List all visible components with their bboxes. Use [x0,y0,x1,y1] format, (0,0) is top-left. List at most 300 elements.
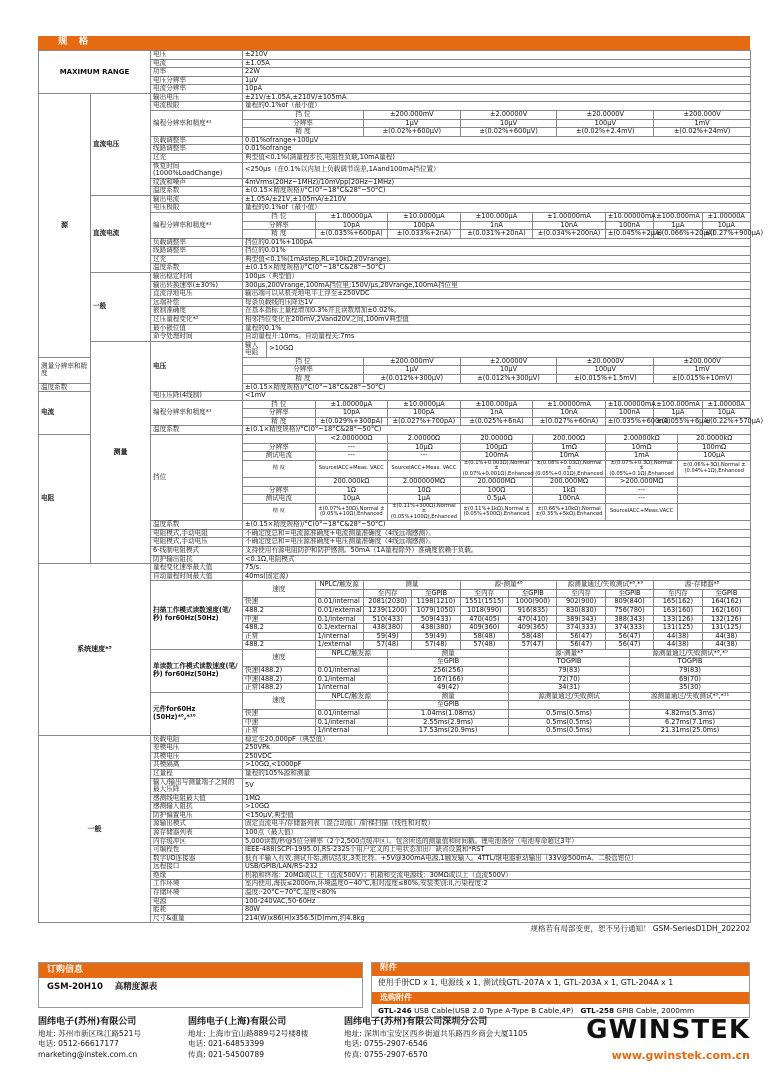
spec-row [39,341,751,357]
scan-speed-group: 扫描工作模式读数速度(笔/秒) for60Hz(50Hz) [151,581,243,650]
spec-value: 132(126) [702,615,750,624]
spec-value: 0.01/internal [315,598,363,607]
website-link[interactable]: www.gwinstek.com.cn [611,1049,750,1062]
spec-value: 稳定至20,000pF（典型值） [243,735,751,744]
spec-label: 功率 [151,68,243,77]
company-phone: 电话: 0512-66617177 [38,1039,119,1049]
spec-value: 162(160) [702,606,750,615]
spec-value: 10μA [315,495,388,504]
spec-value [678,486,751,495]
single-speed-group: 单读数工作模式读数速度(笔/秒) for60Hz(50Hz) [151,649,243,692]
order-info-body [39,978,362,998]
spec-value: NPLC/触发源 [315,692,388,701]
spec-value: 300μs,200Vrange,100mA挡位里;150V/μs,20Vrange,100mA挡位里 [243,281,751,290]
spec-value: 源测量通过/失败测试*⁹,*¹¹ [630,692,751,701]
spec-value: 902(900) [557,598,605,607]
spec-value: 快速(488.2) [243,667,316,676]
optional-accessories-title: 选购附件 [372,992,749,1004]
spec-value: 中速 [243,718,316,727]
spec-value: 分辨率 [243,409,316,418]
spec-value: 100μV [557,119,654,128]
spec-value: 44(38) [702,641,750,650]
spec-value: 56(47) [605,632,653,641]
spec-value: 0.1/external [315,624,363,633]
spec-label: 线路调整率 [151,145,243,154]
spec-label: 恢复时间(1000%LoadChange) [151,162,243,178]
spec-value: 57(48) [460,641,508,650]
spec-value: 分辨率 [243,366,364,375]
spec-value: ±(0.1%+0.003Ω),Normal ±(0.07%+0.001Ω),Enhanced [460,460,533,477]
spec-value: 1μV [363,119,460,128]
company-address: 地址: 深圳市宝安区西乡街道共乐路西乡商会大厦1105 [344,1028,528,1038]
spec-value: ±1.00000μA [315,400,388,409]
spec-label: 电阻模式,手动电压 [151,538,243,547]
spec-value: ±(0.035%+600nA) [605,417,653,426]
spec-value: 250VPk [243,744,751,753]
spec-value: 支持使用有源电阻防护和防护感测。50mA（1A量程除外）准确度依赖于负载。 [243,546,751,555]
spec-value: 10pA [315,409,388,418]
spec-value: 1Ω [315,486,388,495]
spec-value: 1.04ms(1.08ms) [388,709,509,718]
spec-value: 输出端可以从机壳地电平上浮至±250VDC [243,290,751,299]
spec-value: --- [605,486,678,495]
company-name: 固纬电子(苏州)有限公司 [38,1017,137,1027]
spec-value: TOGPIB [509,658,630,667]
spec-value: 2.00000Ω [388,435,461,444]
spec-value: 100nA [533,495,606,504]
spec-value: 10pA [315,221,388,230]
spec-value: ±210V [243,51,751,60]
spec-value: ±200.000mV [363,111,460,120]
spec-value: ±(0.02%+600μV) [363,128,460,137]
spec-value: 44(38) [654,632,702,641]
spec-value: 源-测量*⁸ [509,649,630,658]
spec-value: 典型值<0.1%(满量程步长,电阻性负载,10mA量程) [243,153,751,162]
spec-value: 1mΩ [533,443,606,452]
spec-value: ±(0.015%+1.5mV) [557,374,654,383]
spec-value: <150μV,典型值 [243,811,751,820]
spec-value: 100nA [605,221,653,230]
spec-value: 分辨率 [243,443,316,452]
spec-value: 测试电流 [243,452,316,461]
spec-value: ±(0.02%+600μV) [460,128,557,137]
spec-value: ±20.0000V [557,111,654,120]
meas-v-label: 测量分辨率和精度 [39,357,91,383]
spec-value: 0.01/internal [315,667,388,676]
accessories-text: 使用手册CD x 1, 电源线 x 1, 测试线GTL-207A x 1, GTL-203A x 1, GTL-204A x 1 [378,978,674,987]
spec-label: 共模隔离 [151,761,243,770]
spec-value: 6.27ms(7.1ms) [630,718,751,727]
spec-value: ±(0.012%+300μV) [460,374,557,383]
spec-label: 最小嵌位值 [151,324,243,333]
spec-value: 1018(990) [460,606,508,615]
spec-value: 固定直流电平/存储器列表（混合动版）/阶梯扫描（线性和对数） [243,820,751,829]
spec-value: 至GPIB [388,701,509,710]
spec-row [39,273,751,282]
spec-value: 40ms(固定源) [243,572,751,581]
spec-label: 负载调整率 [151,238,243,247]
company-fax: 传真: 0755-2907-6570 [344,1049,428,1059]
spec-value: 56(47) [557,641,605,650]
spec-value: 509(433) [412,615,460,624]
spec-value: 源测量通过/失败测试*⁸,*⁹ [557,581,654,590]
spec-value: 量程的0.1% [243,324,751,333]
spec-value: 精 度 [243,417,316,426]
spec-value: 10mA [533,452,606,461]
spec-value: 488.2 [243,624,316,633]
spec-value: ±(0.055%+6μA) [654,417,702,426]
spec-value: ±(0.027%+700pA) [388,417,461,426]
spec-value: 75/s. [243,564,751,573]
spec-value: 正常(488.2) [243,684,316,693]
spec-value: 在基本指标上量程增加0.3%并且读数增加±0.02%。 [243,307,751,316]
spec-label: 电流极限 [151,102,243,111]
spec-value: 1μV [363,366,460,375]
spec-value: 100pA [388,409,461,418]
spec-value: ±1.05A [243,59,751,68]
spec-value: ±(0.15×精度规格)/°C(0°~18°C&28°~50°C) [243,264,751,273]
spec-value [678,478,751,487]
spec-value: ±21V/±1.05A,±210V/±105mA [243,93,751,102]
spec-value: 挡 位 [243,111,364,120]
spec-value: ±2.00000V [460,111,557,120]
spec-value: 10pA [243,85,751,94]
spec-value [678,503,751,520]
spec-value: SourceIACC+Meas. VACC [388,460,461,477]
spec-value: 100点（最大值） [243,829,751,838]
spec-label: 线路调整率 [151,247,243,256]
spec-row [39,51,751,60]
spec-label: 温度系数 [39,383,91,392]
spec-value: 100mA [460,452,533,461]
meas-resistance-group: 电阻 [39,435,91,564]
spec-section-header: 规 格 [38,36,750,50]
spec-value: 0.01%ofrange [243,145,751,154]
spec-value: 1mA [605,452,678,461]
spec-value: 5,000读数/秒@5位分辨率（2个2,500点缓冲区）。包含所选的测量值和时间戳。锂电池备份（电池寿命超过3年） [243,837,751,846]
spec-value: 至GPIB [605,589,653,598]
spec-value: 49(42) [388,684,509,693]
spec-value: 58(48) [460,632,508,641]
opt-acc-2-code: GTL-258 [580,1006,615,1015]
spec-value: >10GΩ [243,803,751,812]
opt-acc-1-desc: USB Cable(USB 2.0 Type A-Type B Cable,4P) [414,1006,574,1015]
spec-value: 1551(1515) [460,598,508,607]
spec-label: 可编程性 [151,846,243,855]
spec-value: 10μA [702,221,750,230]
spec-label: 过压量程变化*² [151,315,243,324]
spec-value: 389(343) [557,615,605,624]
component-speed-group: 元件for60Hz (50Hz)*⁸,*¹⁰ [151,692,243,735]
spec-value: <2.000000Ω [315,435,388,444]
spec-value: 164(162) [702,598,750,607]
source-general-group: 一般 [91,273,151,342]
spec-value: 1μA [654,221,702,230]
spec-label: 电阻模式,手动电阻 [151,529,243,538]
spec-value: ±100.000μA [460,400,533,409]
spec-value: 至GPIB [388,658,509,667]
company-name: 固纬电子(苏州)有限公司深圳分公司 [344,1017,488,1027]
spec-value [243,478,316,487]
gwinstek-logo: GWINSTEK [586,1015,750,1045]
spec-label: 直流浮地电压 [151,290,243,299]
spec-value: 1/external [315,641,363,650]
spec-value: ±200.000mV [363,357,460,366]
spec-label: 远端补偿 [151,298,243,307]
spec-label: 能耗 [151,906,243,915]
spec-value: 100μΩ [460,443,533,452]
spec-value: 10μV [460,119,557,128]
spec-label: 防护偏置电压 [151,811,243,820]
spec-value: ±(0.031%+20nA) [460,230,533,239]
spec-value: 100μA [678,452,751,461]
spec-value: SourceIACC+Meas. VACC [315,460,388,477]
dcv-group: 直流电压 [91,93,151,195]
footer-shenzhen [344,1016,528,1060]
spec-value: 精 度 [243,230,316,239]
spec-value: 100μs（典型值） [243,273,751,282]
order-model: GSM-20H10 [47,982,103,992]
footer-shanghai [188,1016,308,1060]
spec-value: 1mV [654,119,751,128]
spec-value: 2081(2030) [363,598,411,607]
spec-label: 嵌制准确度 [151,307,243,316]
spec-value: 1000(900) [509,598,557,607]
spec-value: 79(83) [509,667,630,676]
order-info-box [38,962,363,1008]
spec-row [39,195,751,204]
spec-label: 感测输入阻抗 [151,803,243,812]
spec-value: 1kΩ [533,486,606,495]
spec-value: 100-240VAC,50-60Hz [243,897,751,906]
spec-value: 1239(1200) [363,606,411,615]
spec-label: 6-线制电阻模式 [151,546,243,555]
spec-value: 至内存 [557,589,605,598]
spec-value: 快速 [243,598,316,607]
spec-value: 2.000000MΩ [388,478,461,487]
spec-value: ±(0.034%+200nA) [533,230,606,239]
spec-value: 488.2 [243,606,316,615]
spec-value: >10GΩ,<1000pF [243,761,751,770]
spec-value: 756(780) [605,606,653,615]
spec-value: 1/internal [315,727,388,736]
spec-value: 256(256) [388,667,509,676]
spec-label: 电压分辨率 [151,76,243,85]
spec-value: 20.0000MΩ [460,478,533,487]
spec-value: 200.000Ω [533,435,606,444]
spec-value: 59(49) [363,632,411,641]
spec-value: ±10.00000mA [605,212,653,221]
company-fax: 传真: 021-54500789 [188,1049,265,1059]
spec-value: 57(48) [412,641,460,650]
spec-value: ±(0.045%+2μA) [605,230,653,239]
spec-value: TOGPIB [630,658,751,667]
spec-value: SourceIACC+Meas.VACC [605,503,678,520]
spec-value: 21.31ms(25.0ms) [630,727,751,736]
spec-value: 17.53ms(20.9ms) [388,727,509,736]
spec-value: 1/internal [315,632,363,641]
spec-value: 80W [243,906,751,915]
company-phone: 电话: 0755-2907-6546 [344,1039,428,1049]
spec-label: 电压极限 [151,204,243,213]
spec-value: 中速(488.2) [243,675,316,684]
dcv-res-label: 编程分辨率和精度*¹ [151,111,243,137]
spec-label: 源存储器列表 [151,829,243,838]
spec-label: 过充 [151,153,243,162]
spec-value: NPLC/触发源 [315,649,388,658]
spec-value: 510(433) [363,615,411,624]
spec-value: ±(0.07%+30Ω),Normal ±(0.05%+10Ω),Enhanced [315,503,388,520]
spec-label: 输出电压 [151,93,243,102]
spec-value: 至内存 [654,589,702,598]
spec-value: 测量 [363,581,460,590]
spec-value: 100pA [388,221,461,230]
spec-value: ±(0.066%+20μA) [654,230,702,239]
spec-value: 10mΩ [605,443,678,452]
spec-label: 内存缓冲区 [151,837,243,846]
spec-value: ±(0.07%+0.3Ω),Normal ±(0.05%+0.1Ω),Enhanced [605,460,678,477]
spec-value: 2.00000kΩ [605,435,678,444]
spec-value: 56(47) [605,641,653,650]
spec-value: ±100.000mA [654,400,702,409]
spec-table-container [38,50,764,923]
spec-value: 速度 [243,649,316,666]
spec-value: ±10.0000μA [388,212,461,221]
spec-value: 374(333) [605,624,653,633]
order-desc: 高精度源表 [114,982,158,992]
spec-value: 79(83) [630,667,751,676]
spec-value: ±10.0000μA [388,400,461,409]
spec-value: 自动量程开:10ms。自动量程关:7ms [243,333,751,342]
spec-value: 量程的0.1%of（最小值） [243,204,751,213]
spec-value: 250VDC [243,752,751,761]
spec-value: 至内存 [363,589,411,598]
spec-value: 100mΩ [678,443,751,452]
spec-value: 精 度 [243,503,316,520]
spec-value: ±(0.66%+10kΩ),Normal ±(0.35%+5kΩ),Enhanced [533,503,606,520]
spec-label: 输出电流 [151,195,243,204]
spec-value: 200.000MΩ [533,478,606,487]
spec-value: ±2.00000V [460,357,557,366]
dci-res-label: 编程分辨率和精度*¹ [151,212,243,238]
footer [38,1016,750,1072]
spec-value: ±(0.15×精度规格)/°C(0°~18°C&28°~50°C) [243,187,751,196]
company-email[interactable]: marketing@instek.com.cn [38,1049,138,1059]
spec-value: 低有平输入有效,测试开始,测试结束,3类比特。+5V@300mA电源,1触发输入。4TTL/继电器驱动输出（33V@500mA、二极管钳位） [243,854,751,863]
spec-value: 69(70) [630,675,751,684]
spec-value: 0.5ms(0.5ms) [509,727,630,736]
spec-label: 输入电阻 [243,341,267,357]
spec-value: 10Ω [388,486,461,495]
spec-value: 438(380) [412,624,460,633]
spec-value: 100Ω [460,486,533,495]
spec-value: 0.1/internal [315,718,388,727]
spec-value: 470(405) [460,615,508,624]
spec-value: 0.1/internal [315,615,363,624]
spec-value: ±100.000mA [654,212,702,221]
spec-value: 374(333) [557,624,605,633]
spec-value: 分辨率 [243,486,316,495]
spec-label: 温度系数 [151,426,243,435]
spec-value: 1nA [460,409,533,418]
spec-label: 远程接口 [151,863,243,872]
spec-value: >10GΩ [267,341,751,357]
spec-value: 中速 [243,615,316,624]
spec-value: 34(31) [509,684,630,693]
accessories-box [371,962,750,1018]
spec-value: 挡位的0.01% [243,247,751,256]
spec-value: ±200.000V [654,357,751,366]
spec-value: 470(410) [509,615,557,624]
spec-value: 10nA [533,409,606,418]
spec-value: 速度 [243,692,316,709]
spec-value: 0.01/internal [315,709,388,718]
spec-value: ±1.00000μA [315,212,388,221]
spec-label: 过量程 [151,769,243,778]
spec-value: 1mV [654,366,751,375]
spec-label: 负载电阻 [151,735,243,744]
spec-value: 1079(1050) [412,606,460,615]
spec-value: 精 度 [243,374,364,383]
spec-value: ±(0.15×精度规格)/°C(0°~18°C&28°~50°C) [243,521,751,530]
spec-value: 488.2 [243,641,316,650]
spec-value: 源-存储器*⁸ [654,581,751,590]
spec-value: ±1.05A/±21V,±105mA/±210V [243,195,751,204]
spec-value: ±10.00000mA [605,400,653,409]
spec-value: 57(48) [363,641,411,650]
spec-label: 温度系数 [151,187,243,196]
spec-value: 挡 位 [243,400,316,409]
spec-value: ±(0.029%+300pA) [315,417,388,426]
spec-value: 56(47) [557,632,605,641]
spec-value: 分辨率 [243,119,364,128]
spec-label: 源输出模式 [151,820,243,829]
dci-group: 直流电流 [91,195,151,272]
spec-value: ±20.0000V [557,357,654,366]
spec-value: IEEE-488(SCPI-1995.0),RS-232S个用户定义的上电状态加出厂缺省设置和*RST [243,846,751,855]
spec-value: 量程的0.1%of（最小值） [243,102,751,111]
spec-value: 温度:-20°C~70°C,湿度<80% [243,889,751,898]
spec-value: 0.5μA [460,495,533,504]
spec-value: 200.000kΩ [315,478,388,487]
spec-value [243,435,316,444]
spec-value: ±(0.02%+24mV) [654,128,751,137]
spec-value: ±(0.012%+300μV) [363,374,460,383]
spec-label: 输入/输出与测量端子之间的最大压降 [151,778,243,794]
spec-value: 2.55ms(2.9ms) [388,718,509,727]
spec-value: ±100.000μA [460,212,533,221]
spec-label: 温度系数 [151,264,243,273]
spec-label: 工作环境 [151,880,243,889]
spec-value: ±(0.11%+1kΩ),Normal ±(0.05%+500Ω),Enhanced [460,503,533,520]
spec-label: 电源 [151,897,243,906]
spec-value: 1μA [388,495,461,504]
spec-value: ±(0.27%+900μA) [702,230,750,239]
spec-label: 温度系数 [151,521,243,530]
spec-value: 挡 位 [243,212,316,221]
spec-value: 0.5ms(0.5ms) [509,718,630,727]
spec-value: 机箱和终端：20MΩ或以上（直流500V）；机箱和交流电源线：30MΩ或以上（直流500V） [243,871,751,880]
spec-label: 过充 [151,255,243,264]
spec-value: ±(0.015%+10mV) [654,374,751,383]
spec-value: ±1.00000mA [533,212,606,221]
spec-value: 10μV [460,366,557,375]
spec-value: 1/internal [315,684,388,693]
spec-label: 数字I/O连接器 [151,854,243,863]
spec-value: USB/GPIB/LAN/RS-232 [243,863,751,872]
spec-table [38,50,764,923]
spec-value: 精 度 [243,460,316,477]
